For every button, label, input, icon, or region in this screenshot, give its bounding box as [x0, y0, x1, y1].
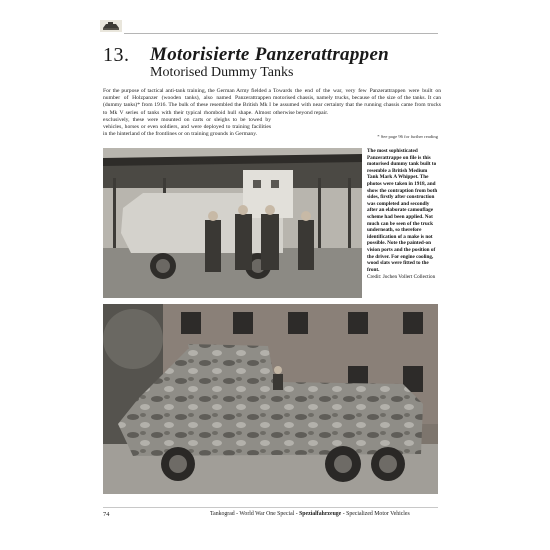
photo-camouflaged-dummy-tank	[103, 304, 438, 494]
footer-series-title	[210, 511, 410, 517]
header-rule	[124, 33, 438, 34]
footer-rule	[103, 507, 438, 508]
chapter-title-english: Motorised Dummy Tanks	[150, 65, 294, 80]
body-text-right-column: Towards the end of the war, very few Panzerattrappen were built on motorised chassis, namely trucks, because of the size of the tanks. It can be assumed with near certainty that the running chassis came from trucks otherwise beyond repair.	[273, 88, 441, 116]
tank-logo-icon	[100, 20, 122, 32]
footer-series: Tankograd - World War One Special -	[210, 511, 300, 517]
footer-series-end: - Specialized Motor Vehicles	[341, 511, 410, 517]
chapter-number: 13.	[103, 44, 130, 66]
caption-credit: Credit: Jochen Vollert Collection	[367, 274, 436, 281]
page-number: 74	[103, 511, 110, 518]
body-text-left-column: For the purpose of tactical anti-tank training, the German Army fielded a number of Holzpanzer (wooden tanks), also named Panzerattrappen (dummy tanks)* from 1916. The bulk of these resembled the British Mk I to Mk V series of tanks with their typical rhomboid hull shape. Almost exclusively, these were mounted on carts or sleighs to be towed by vehicles, horses or even soldiers, and were deployed to training facilities in the hinterland of the frontlines or on training grounds in Germany.	[103, 88, 271, 138]
chapter-title-german: Motorisierte Panzerattrappen	[150, 44, 390, 65]
photo-dummy-tank-soldiers	[103, 148, 362, 298]
footer-series-bold: Spezialfahrzeuge	[299, 511, 342, 517]
caption-text: The most sophisticated Panzerattrappe on file is this motorised dummy tank built to resemble a British Medium Tank Mark A Whippet. The photos were taken in 1918, and show the contraption from both sides, firstly after construction was completed and secondly after an elaborate camouflage scheme had been applied. Not much can be seen of the truck underneath, so therefore identification of a make is not possible. Note the painted-on vision ports and the position of the driver. For engine cooling, wood slats were fitted to the front.	[367, 148, 438, 273]
footnote: * See page 96 for further reading	[377, 134, 438, 139]
photo-caption	[367, 148, 439, 281]
